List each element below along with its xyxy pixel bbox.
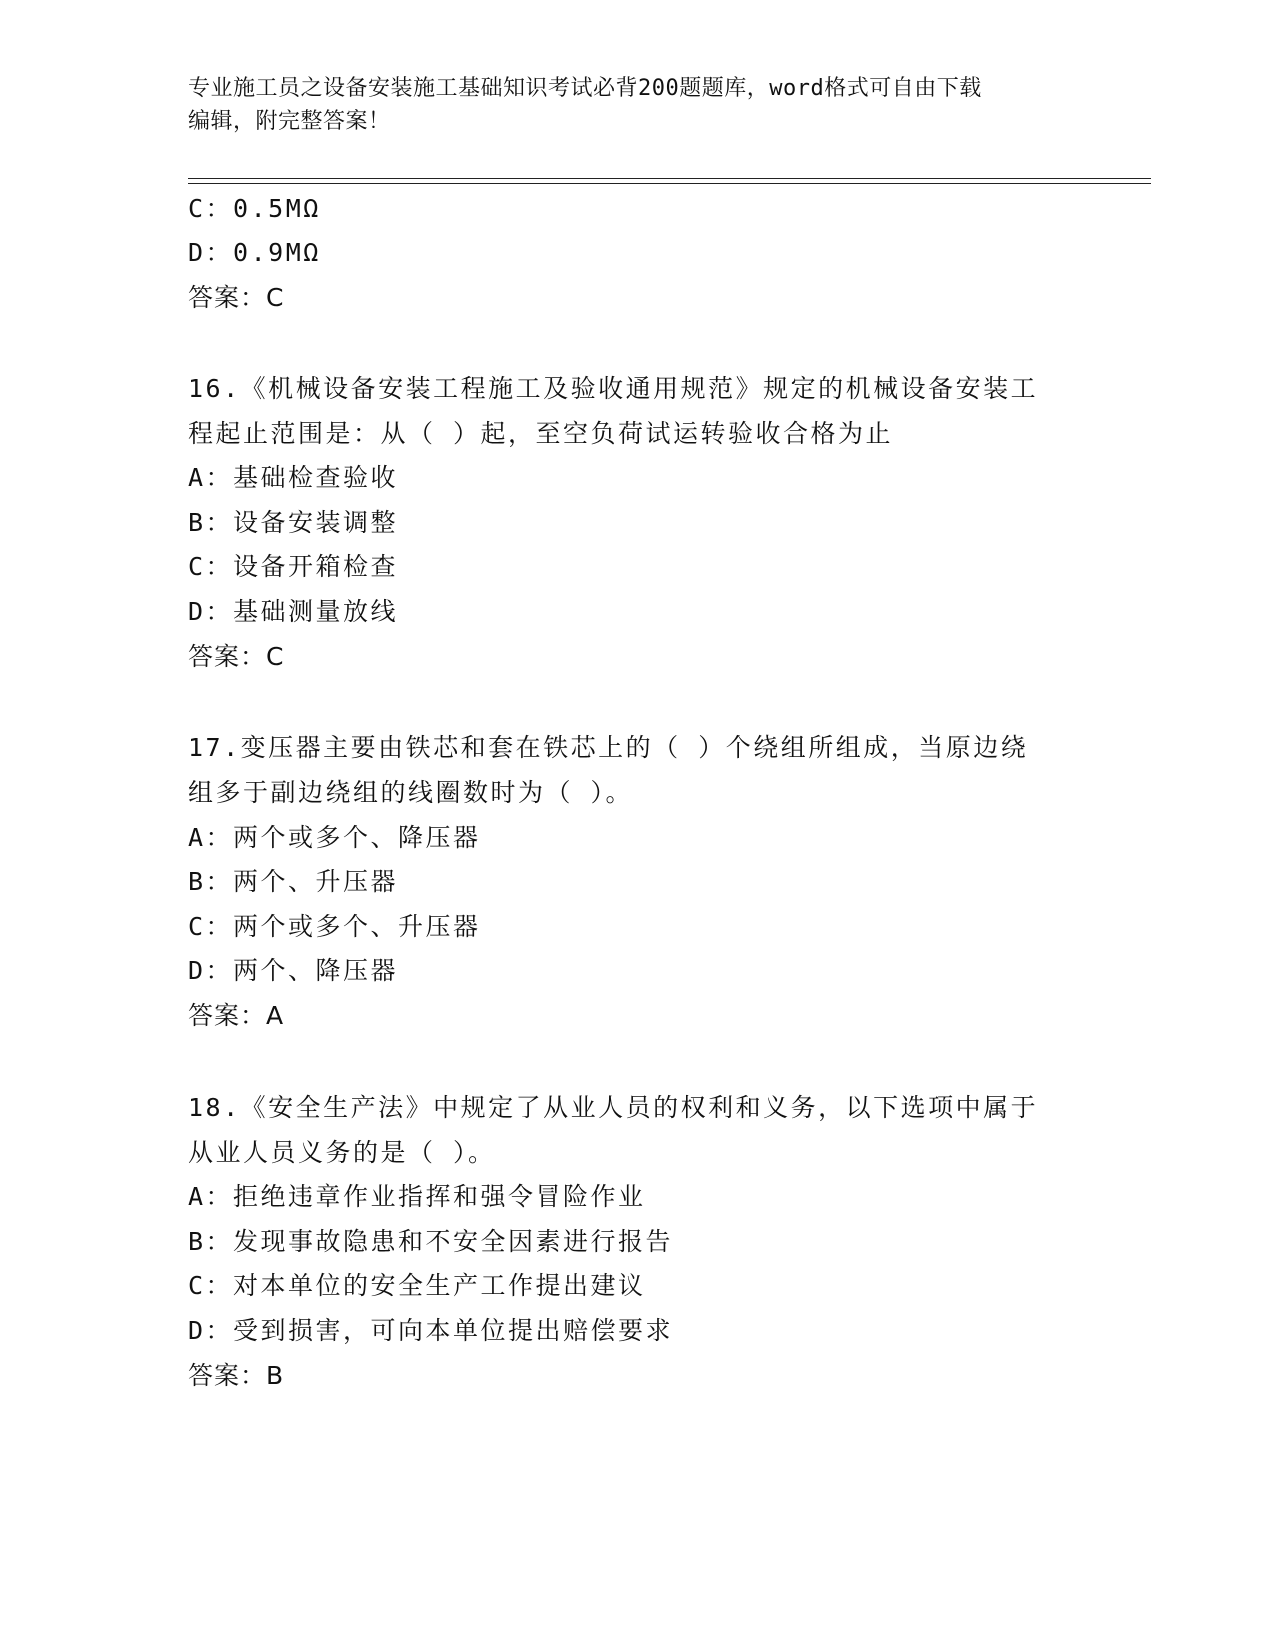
q18-stem-line-2: 从业人员义务的是（ ）。 [188, 1138, 496, 1167]
q18-stem-line-1: 18.《安全生产法》中规定了从业人员的权利和义务，以下选项中属于 [188, 1093, 1039, 1122]
q18-option-c: C：对本单位的安全生产工作提出建议 [188, 1271, 646, 1300]
q16-option-c: C：设备开箱检查 [188, 552, 399, 581]
q16-stem-line-2: 程起止范围是：从（ ）起，至空负荷试运转验收合格为止 [188, 419, 894, 448]
header-line-2: 编辑，附完整答案！ [188, 109, 391, 134]
q16-answer: 答案：C [188, 642, 285, 671]
q17-answer: 答案：A [188, 1001, 285, 1030]
document-header [188, 72, 1088, 138]
q17-option-c: C：两个或多个、升压器 [188, 912, 481, 941]
q17-stem-line-2: 组多于副边绕组的线圈数时为（ ）。 [188, 778, 634, 807]
q17-stem-line-1: 17.变压器主要由铁芯和套在铁芯上的（ ）个绕组所组成，当原边绕 [188, 733, 1029, 762]
q18-option-a: A：拒绝违章作业指挥和强令冒险作业 [188, 1182, 646, 1211]
prev-option-d: D：0.9MΩ [188, 238, 321, 267]
q17-option-d: D：两个、降压器 [188, 956, 399, 985]
q17-option-b: B：两个、升压器 [188, 867, 399, 896]
q18-answer: 答案：B [188, 1361, 285, 1390]
header-divider-bottom [188, 183, 1151, 184]
q16-option-d: D：基础测量放线 [188, 597, 399, 626]
prev-option-c: C：0.5MΩ [188, 194, 321, 223]
prev-answer: 答案：C [188, 283, 285, 312]
header-line-1: 专业施工员之设备安装施工基础知识考试必背200题题库，word格式可自由下载 [188, 76, 982, 101]
q18-option-b: B：发现事故隐患和不安全因素进行报告 [188, 1227, 674, 1256]
q16-option-b: B：设备安装调整 [188, 508, 399, 537]
q16-option-a: A：基础检查验收 [188, 463, 399, 492]
q16-stem-line-1: 16.《机械设备安装工程施工及验收通用规范》规定的机械设备安装工 [188, 374, 1039, 403]
q18-option-d: D：受到损害，可向本单位提出赔偿要求 [188, 1316, 674, 1345]
q17-option-a: A：两个或多个、降压器 [188, 823, 481, 852]
header-divider-top [188, 178, 1151, 179]
